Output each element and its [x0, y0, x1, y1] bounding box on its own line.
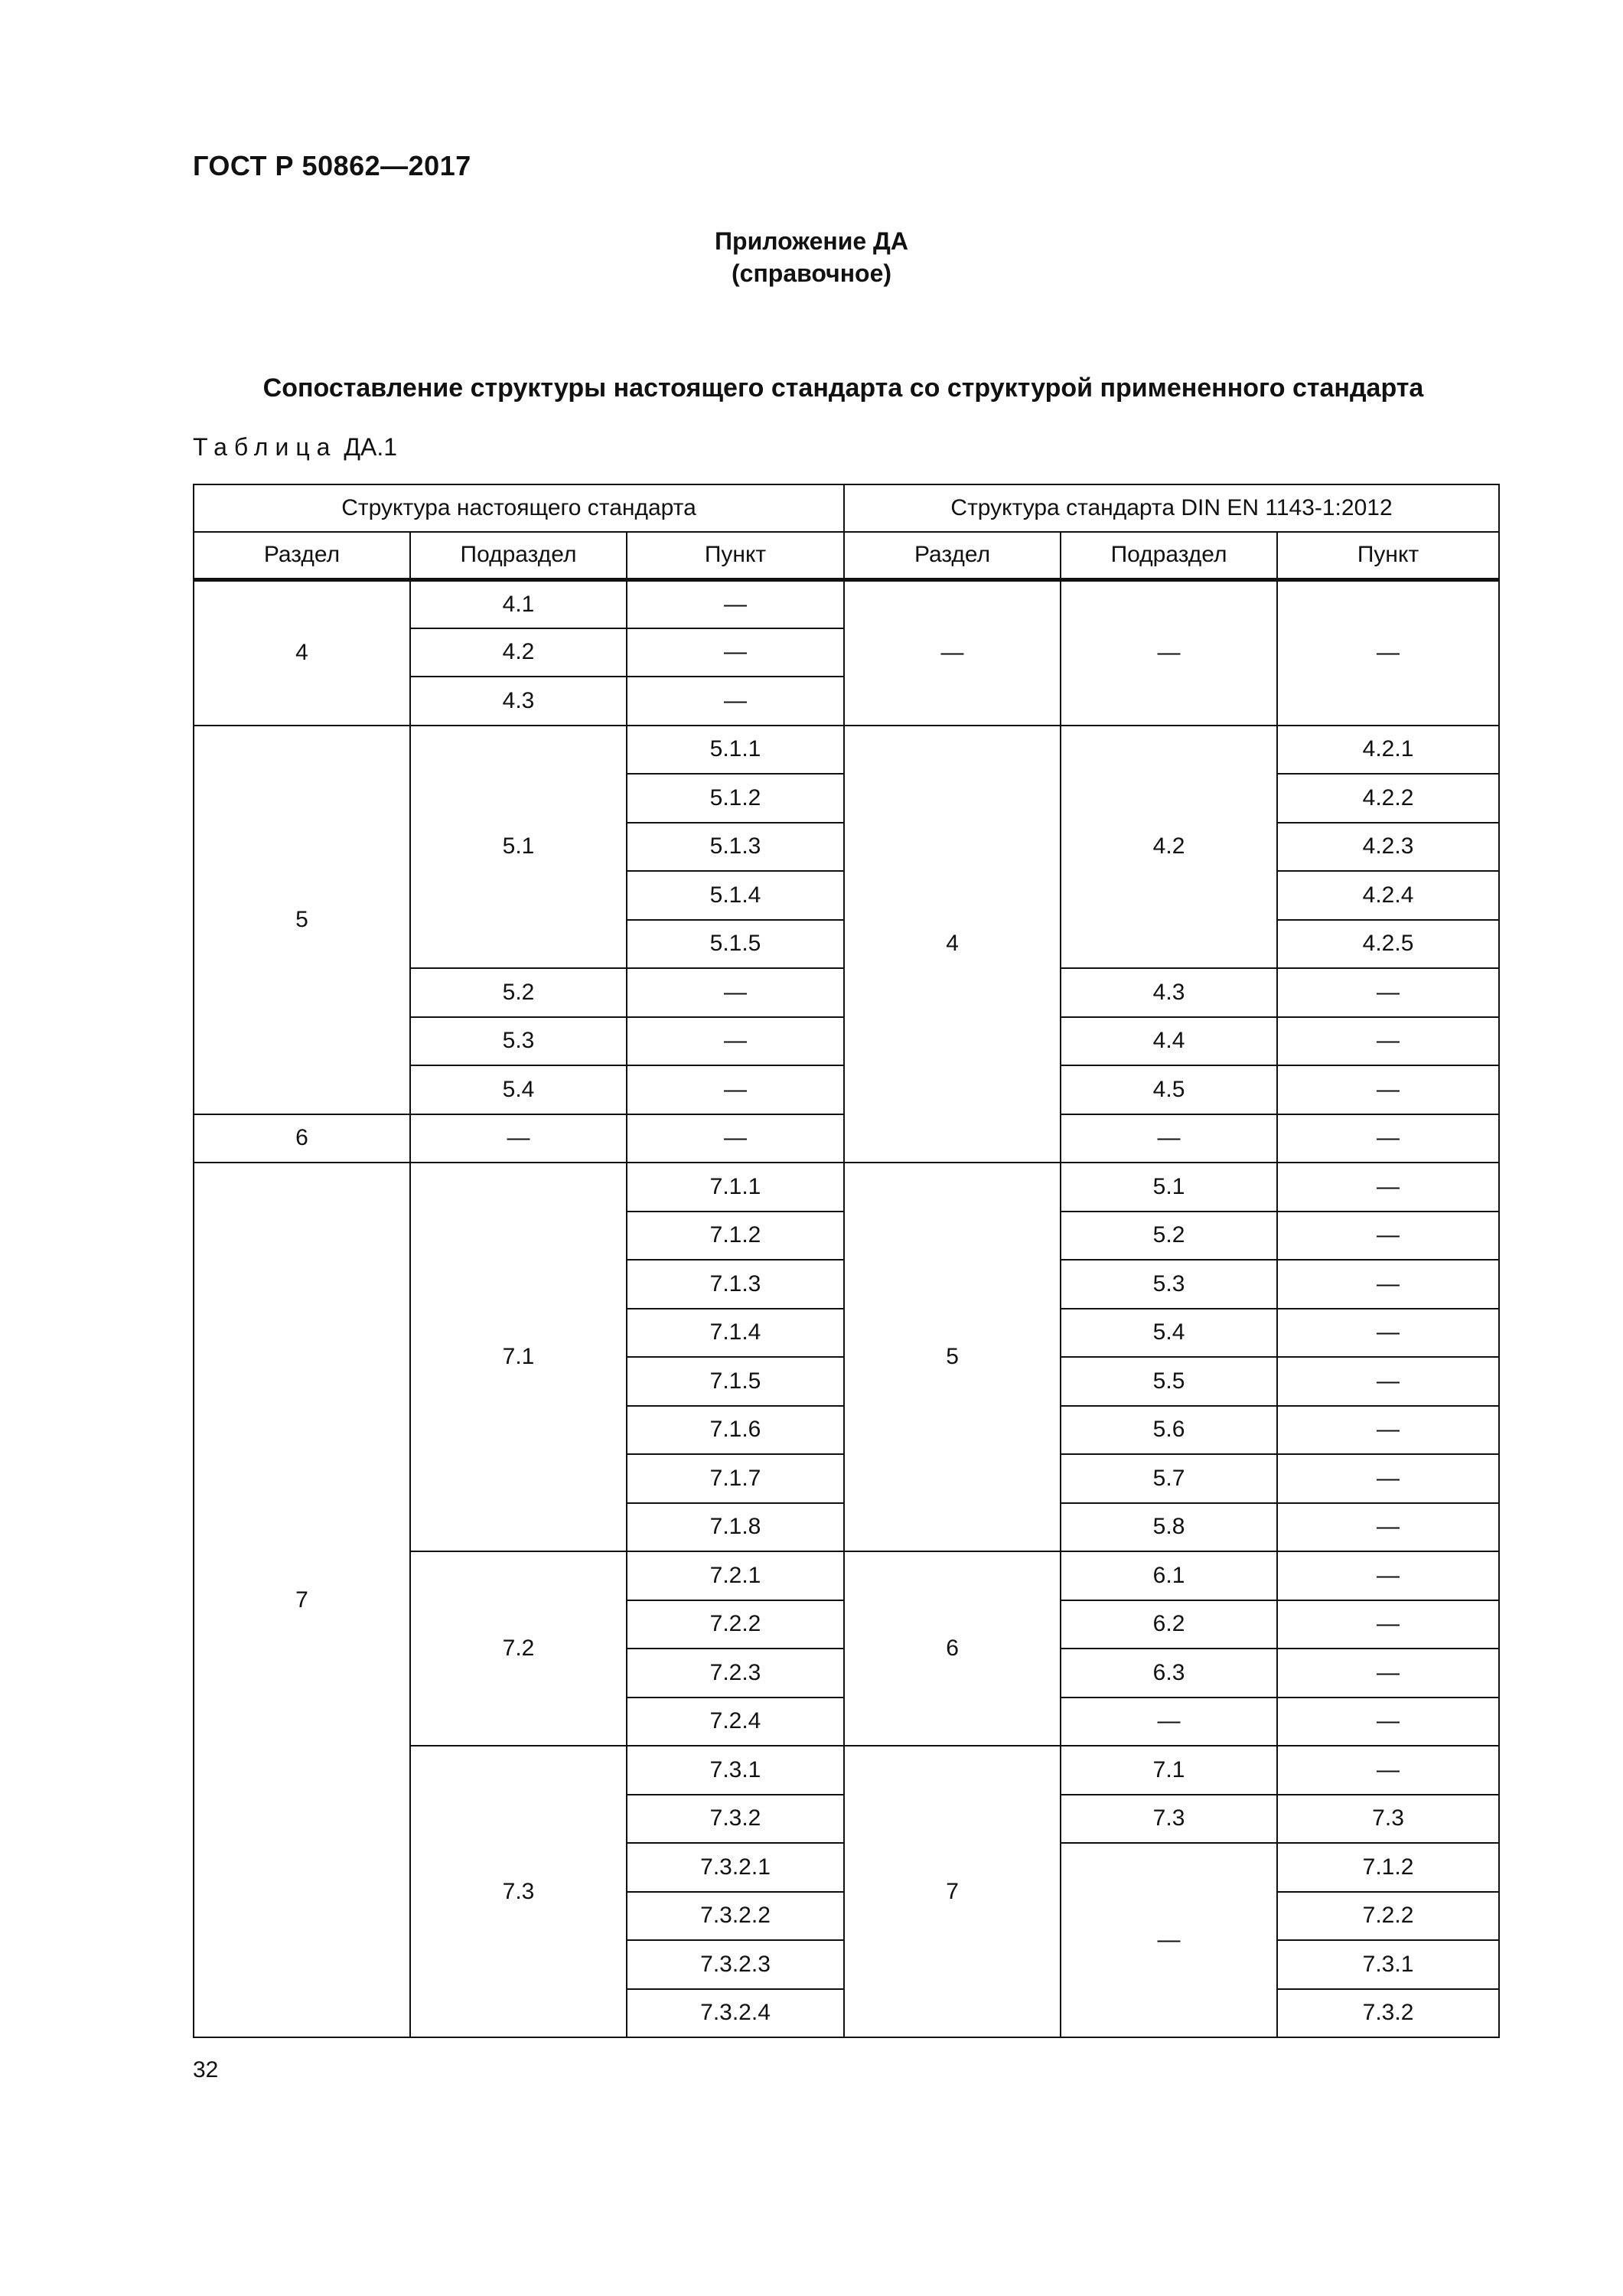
table-cell: 5.6 — [1061, 1406, 1277, 1455]
table-cell: 7.3.2.2 — [627, 1892, 844, 1941]
table-cell: — — [627, 1065, 844, 1114]
table-caption-word: Таблица — [193, 433, 337, 461]
table-cell: 5.7 — [1061, 1454, 1277, 1503]
header-applied-clause: Пункт — [1277, 532, 1499, 579]
table-cell: — — [1277, 1503, 1499, 1552]
table-cell: 4.1 — [410, 579, 627, 628]
table-cell: — — [410, 1114, 627, 1163]
table-cell: — — [1277, 1698, 1499, 1746]
table-cell: 7.3 — [1061, 1795, 1277, 1844]
table-cell: — — [844, 579, 1061, 726]
header-applied-subsection: Подраздел — [1061, 532, 1277, 579]
table-cell: 7.1.4 — [627, 1309, 844, 1358]
table-cell: — — [1277, 579, 1499, 726]
table-cell: 5.1 — [410, 726, 627, 969]
appendix-heading — [0, 225, 1623, 289]
table-cell: — — [1277, 968, 1499, 1017]
table-cell: — — [627, 968, 844, 1017]
table-body — [194, 579, 1499, 2037]
table-cell: — — [1061, 1698, 1277, 1746]
table-cell: 7.2.4 — [627, 1698, 844, 1746]
table-cell: — — [627, 1017, 844, 1066]
table-cell: — — [627, 628, 844, 677]
table-header — [194, 484, 1499, 579]
table-cell: — — [627, 579, 844, 628]
header-group-current-standard: Структура настоящего стандарта — [194, 484, 844, 532]
page-number: 32 — [193, 2057, 219, 2082]
table-cell: — — [1277, 1454, 1499, 1503]
table-cell: 7 — [194, 1163, 410, 2037]
table-cell: 4.2 — [410, 628, 627, 677]
table-caption — [193, 433, 397, 461]
table-cell: 5.1.1 — [627, 726, 844, 775]
table-cell: 4.2.3 — [1277, 823, 1499, 872]
table-cell: 4.2.1 — [1277, 726, 1499, 775]
table-cell: 7.3.2.4 — [627, 1989, 844, 2038]
header-current-subsection: Подраздел — [410, 532, 627, 579]
table-cell: 7.3.2 — [627, 1795, 844, 1844]
table-cell: — — [1277, 1260, 1499, 1309]
table-cell: 4.2.4 — [1277, 871, 1499, 920]
table-cell: — — [1277, 1212, 1499, 1261]
table-cell: — — [627, 677, 844, 726]
table-cell: 4.3 — [410, 677, 627, 726]
table-header-group-row — [194, 484, 1499, 532]
table-cell: 6 — [844, 1551, 1061, 1746]
table-cell: — — [1277, 1406, 1499, 1455]
table-cell: 4.4 — [1061, 1017, 1277, 1066]
table-cell: 7.1.2 — [627, 1212, 844, 1261]
table-cell: 5.1.2 — [627, 774, 844, 823]
table-cell: 5.8 — [1061, 1503, 1277, 1552]
table-cell: 5.2 — [1061, 1212, 1277, 1261]
table-cell: — — [1277, 1746, 1499, 1795]
table-cell: 5.3 — [1061, 1260, 1277, 1309]
table-cell: — — [1061, 1114, 1277, 1163]
table-cell: 7 — [844, 1746, 1061, 2037]
table-cell: — — [1277, 1114, 1499, 1163]
table-cell: 4.2.2 — [1277, 774, 1499, 823]
table-cell: 5.5 — [1061, 1357, 1277, 1406]
table-cell: — — [1277, 1551, 1499, 1600]
table-cell: — — [1277, 1357, 1499, 1406]
table-caption-number: ДА.1 — [344, 433, 398, 461]
table-cell: 5.2 — [410, 968, 627, 1017]
table-cell: 6.3 — [1061, 1649, 1277, 1698]
table-cell: 5.3 — [410, 1017, 627, 1066]
section-title: Сопоставление структуры настоящего стандарта со структурой примененного стандарта — [262, 373, 1424, 403]
header-group-applied-standard: Структура стандарта DIN EN 1143-1:2012 — [844, 484, 1499, 532]
table-cell: 5.1.4 — [627, 871, 844, 920]
table-cell: 7.2.3 — [627, 1649, 844, 1698]
document-code: ГОСТ Р 50862—2017 — [193, 150, 471, 181]
header-current-section: Раздел — [194, 532, 410, 579]
table-cell: 7.1.5 — [627, 1357, 844, 1406]
table-row — [194, 1163, 1499, 1212]
table-cell: 4 — [194, 579, 410, 726]
header-current-clause: Пункт — [627, 532, 844, 579]
table-cell: 7.2.1 — [627, 1551, 844, 1600]
table-cell: 5.4 — [1061, 1309, 1277, 1358]
table-cell: 7.1.1 — [627, 1163, 844, 1212]
table-cell: 5.4 — [410, 1065, 627, 1114]
table-cell: 4.3 — [1061, 968, 1277, 1017]
table-cell: 7.3.2 — [1277, 1989, 1499, 2038]
table-cell: 7.3 — [1277, 1795, 1499, 1844]
table-cell: 6 — [194, 1114, 410, 1163]
table-cell: 4 — [844, 726, 1061, 1163]
table-cell: 7.1.3 — [627, 1260, 844, 1309]
appendix-subtitle: (справочное) — [731, 259, 892, 287]
table-cell: 7.1 — [1061, 1746, 1277, 1795]
table-cell: 5.1 — [1061, 1163, 1277, 1212]
table-cell: 7.1.8 — [627, 1503, 844, 1552]
table-row — [194, 579, 1499, 628]
table-cell: 7.2.2 — [627, 1600, 844, 1649]
table-cell: 5 — [194, 726, 410, 1114]
table-cell: — — [1277, 1309, 1499, 1358]
table-cell: 7.1 — [410, 1163, 627, 1551]
table-cell: — — [1277, 1600, 1499, 1649]
table-cell: 7.3.2.1 — [627, 1843, 844, 1892]
table-cell: 7.1.6 — [627, 1406, 844, 1455]
table-cell: 7.3.1 — [627, 1746, 844, 1795]
table-cell: 7.3 — [410, 1746, 627, 2037]
table-cell: — — [1277, 1649, 1499, 1698]
table-cell: 5.1.5 — [627, 920, 844, 969]
table-cell: — — [1277, 1017, 1499, 1066]
table-header-column-row — [194, 532, 1499, 579]
table-cell: 6.2 — [1061, 1600, 1277, 1649]
table-row — [194, 726, 1499, 775]
table-cell: 5 — [844, 1163, 1061, 1551]
table-cell: 7.1.2 — [1277, 1843, 1499, 1892]
table-cell: — — [1277, 1163, 1499, 1212]
header-applied-section: Раздел — [844, 532, 1061, 579]
table-cell: 7.2.2 — [1277, 1892, 1499, 1941]
table-cell: — — [1061, 579, 1277, 726]
table-cell: — — [627, 1114, 844, 1163]
structure-comparison-table — [193, 484, 1500, 2038]
table-cell: — — [1277, 1065, 1499, 1114]
table-cell: 4.2.5 — [1277, 920, 1499, 969]
table-cell: 6.1 — [1061, 1551, 1277, 1600]
table-cell: 7.1.7 — [627, 1454, 844, 1503]
table-cell: 4.5 — [1061, 1065, 1277, 1114]
table-cell: 7.3.1 — [1277, 1940, 1499, 1989]
table-cell: 5.1.3 — [627, 823, 844, 872]
table-cell: 7.2 — [410, 1551, 627, 1746]
table-cell: 4.2 — [1061, 726, 1277, 969]
table-cell: 7.3.2.3 — [627, 1940, 844, 1989]
table-cell: — — [1061, 1843, 1277, 2037]
appendix-title: Приложение ДА — [715, 227, 908, 255]
